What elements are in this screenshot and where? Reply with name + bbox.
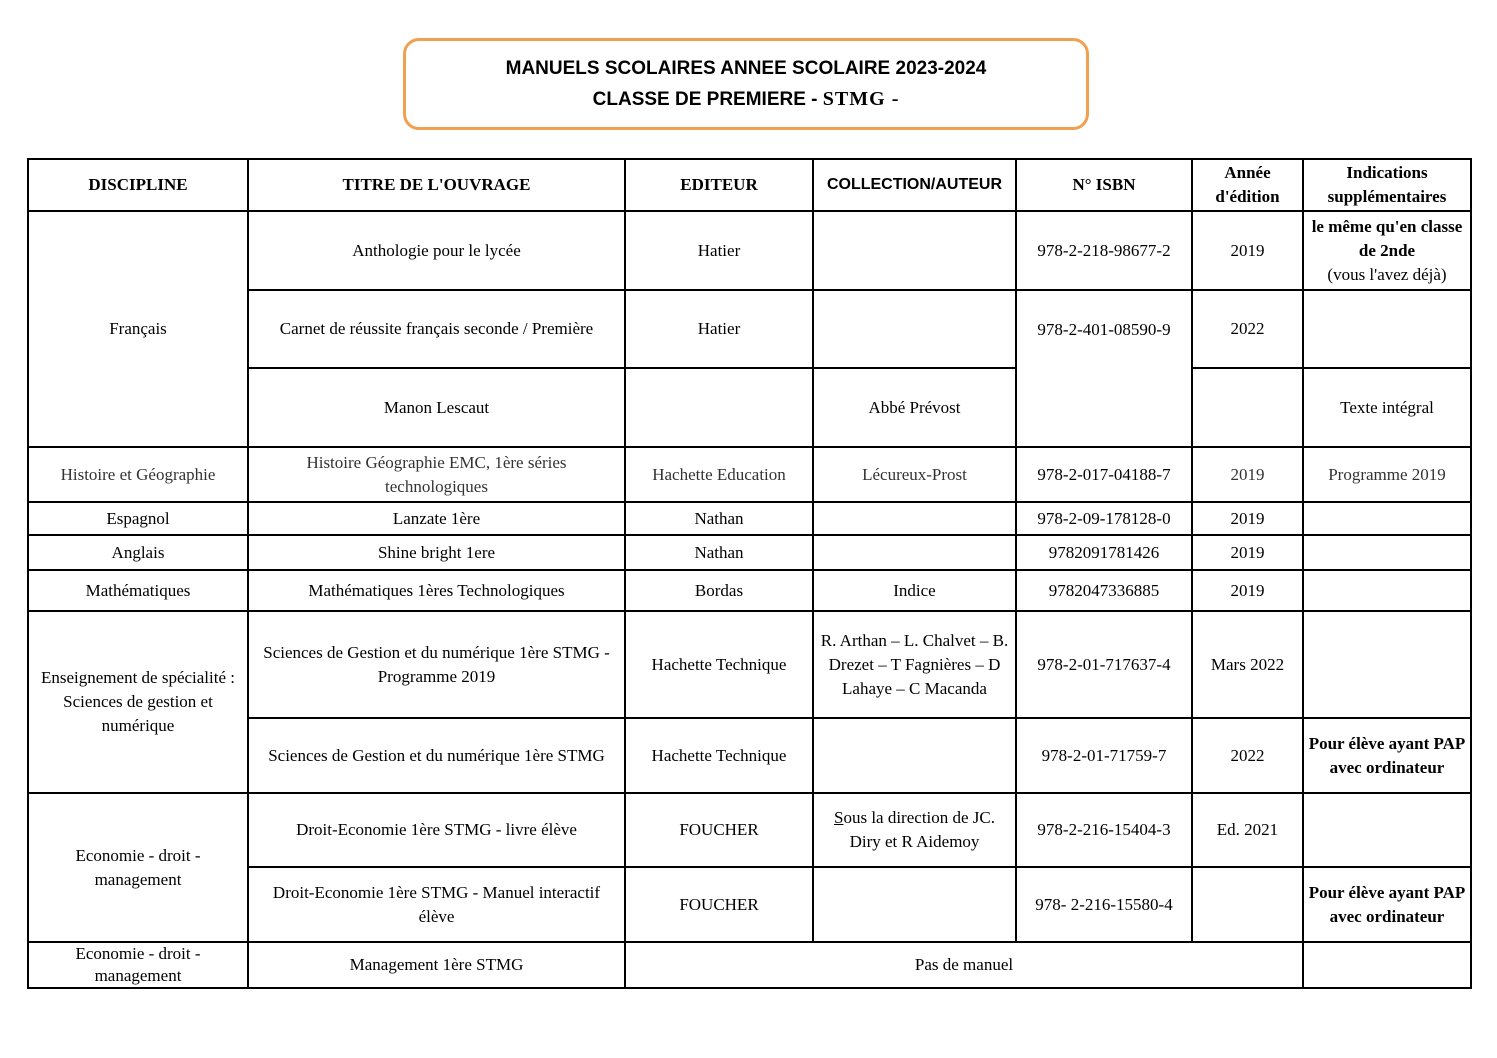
cell-editeur: FOUCHER	[625, 867, 813, 942]
cell-annee: 2022	[1192, 718, 1303, 793]
cell-isbn: 9782091781426	[1016, 535, 1192, 570]
cell-discipline: Economie - droit - management	[28, 942, 248, 988]
header-discipline: DISCIPLINE	[28, 159, 248, 211]
cell-collection: Lécureux-Prost	[813, 447, 1016, 502]
collection-rest: ous la direction de JC. Diry et R Aidemoy	[843, 808, 996, 851]
cell-annee: 2022	[1192, 290, 1303, 368]
cell-indications: Texte intégral	[1303, 368, 1471, 447]
cell-isbn: 978-2-017-04188-7	[1016, 447, 1192, 502]
cell-isbn: 978-2-01-71759-7	[1016, 718, 1192, 793]
cell-indications	[1303, 502, 1471, 535]
cell-discipline: Histoire et Géographie	[28, 447, 248, 502]
cell-annee: 2019	[1192, 502, 1303, 535]
cell-titre: Lanzate 1ère	[248, 502, 625, 535]
header-editeur: EDITEUR	[625, 159, 813, 211]
cell-discipline: Espagnol	[28, 502, 248, 535]
cell-collection	[813, 211, 1016, 290]
header-annee-line2: d'édition	[1215, 187, 1280, 206]
cell-note: Pas de manuel	[625, 942, 1303, 988]
cell-titre: Sciences de Gestion et du numérique 1ère STMG - Programme 2019	[248, 611, 625, 718]
header-collection: COLLECTION/AUTEUR	[813, 159, 1016, 211]
cell-indications: Pour élève ayant PAP avec ordinateur	[1303, 718, 1471, 793]
cell-editeur: FOUCHER	[625, 793, 813, 867]
header-annee-line1: Année	[1224, 163, 1271, 182]
header-row	[28, 159, 1471, 211]
cell-collection: Abbé Prévost	[813, 368, 1016, 447]
cell-indications: Programme 2019	[1303, 447, 1471, 502]
cell-discipline: Mathématiques	[28, 570, 248, 611]
cell-collection: Indice	[813, 570, 1016, 611]
cell-titre: Histoire Géographie EMC, 1ère séries technologiques	[248, 447, 625, 502]
cell-annee	[1192, 368, 1303, 447]
cell-annee: 2019	[1192, 447, 1303, 502]
header-indications	[1303, 159, 1471, 211]
cell-isbn: 978-2-218-98677-2	[1016, 211, 1192, 290]
table-row	[28, 793, 1471, 867]
cell-annee: 2019	[1192, 535, 1303, 570]
cell-editeur: Nathan	[625, 535, 813, 570]
cell-indications	[1303, 793, 1471, 867]
cell-editeur: Nathan	[625, 502, 813, 535]
indication-normal: (vous l'avez déjà)	[1327, 264, 1447, 284]
cell-collection	[813, 718, 1016, 793]
table-row	[28, 942, 1471, 988]
cell-editeur: Bordas	[625, 570, 813, 611]
cell-editeur: Hachette Technique	[625, 718, 813, 793]
cell-titre: Droit-Economie 1ère STMG - livre élève	[248, 793, 625, 867]
cell-collection	[813, 793, 1016, 867]
cell-indications	[1303, 290, 1471, 368]
header-annee	[1192, 159, 1303, 211]
cell-titre: Droit-Economie 1ère STMG - Manuel interactif élève	[248, 867, 625, 942]
cell-annee: Ed. 2021	[1192, 793, 1303, 867]
cell-titre: Anthologie pour le lycée	[248, 211, 625, 290]
cell-indications	[1303, 611, 1471, 718]
cell-annee: 2019	[1192, 211, 1303, 290]
table-row	[28, 611, 1471, 718]
table-row	[28, 570, 1471, 611]
cell-collection	[813, 502, 1016, 535]
cell-collection: R. Arthan – L. Chalvet – B. Drezet – T Fagnières – D Lahaye – C Macanda	[813, 611, 1016, 718]
header-indications-line1: Indications	[1346, 163, 1428, 182]
cell-discipline: Enseignement de spécialité : Sciences de gestion et numérique	[28, 611, 248, 793]
cell-indications: Pour élève ayant PAP avec ordinateur	[1303, 867, 1471, 942]
cell-titre: Shine bright 1ere	[248, 535, 625, 570]
header-indications-line2: supplémentaires	[1327, 187, 1447, 206]
title-line-2-prefix: CLASSE DE PREMIERE -	[592, 88, 823, 110]
cell-isbn: 978-2-01-717637-4	[1016, 611, 1192, 718]
cell-titre: Manon Lescaut	[248, 368, 625, 447]
table-row	[28, 535, 1471, 570]
textbook-table	[27, 158, 1472, 989]
title-line-2-highlight: STMG -	[822, 87, 900, 110]
cell-annee: Mars 2022	[1192, 611, 1303, 718]
cell-isbn: 9782047336885	[1016, 570, 1192, 611]
cell-editeur	[625, 368, 813, 447]
indication-bold: le même qu'en classe de 2nde	[1311, 216, 1463, 260]
cell-indications	[1303, 942, 1471, 988]
title-line-1: MANUELS SCOLAIRES ANNEE SCOLAIRE 2023-2024	[505, 57, 987, 79]
cell-editeur: Hatier	[625, 211, 813, 290]
cell-titre: Management 1ère STMG	[248, 942, 625, 988]
table-row	[28, 211, 1471, 290]
cell-titre: Mathématiques 1ères Technologiques	[248, 570, 625, 611]
cell-isbn: 978-2-09-178128-0	[1016, 502, 1192, 535]
cell-discipline: Anglais	[28, 535, 248, 570]
cell-isbn: 978- 2-216-15580-4	[1016, 867, 1192, 942]
cell-titre: Carnet de réussite français seconde / Première	[248, 290, 625, 368]
table-row	[28, 447, 1471, 502]
cell-discipline: Français	[28, 211, 248, 447]
cell-collection	[813, 535, 1016, 570]
cell-editeur: Hachette Technique	[625, 611, 813, 718]
cell-isbn: 978-2-401-08590-9	[1016, 290, 1192, 447]
cell-annee	[1192, 867, 1303, 942]
collection-initial: S	[833, 808, 844, 827]
table-row	[28, 502, 1471, 535]
title-line-2	[593, 84, 900, 115]
cell-annee: 2019	[1192, 570, 1303, 611]
cell-editeur: Hachette Education	[625, 447, 813, 502]
cell-editeur: Hatier	[625, 290, 813, 368]
cell-indications	[1303, 535, 1471, 570]
cell-collection	[813, 290, 1016, 368]
cell-indications	[1303, 570, 1471, 611]
document-title-box	[403, 38, 1089, 130]
header-isbn: N° ISBN	[1016, 159, 1192, 211]
cell-titre: Sciences de Gestion et du numérique 1ère STMG	[248, 718, 625, 793]
cell-discipline: Economie - droit - management	[28, 793, 248, 942]
cell-collection	[813, 867, 1016, 942]
header-titre: TITRE DE L'OUVRAGE	[248, 159, 625, 211]
cell-isbn: 978-2-216-15404-3	[1016, 793, 1192, 867]
cell-indications	[1303, 211, 1471, 290]
